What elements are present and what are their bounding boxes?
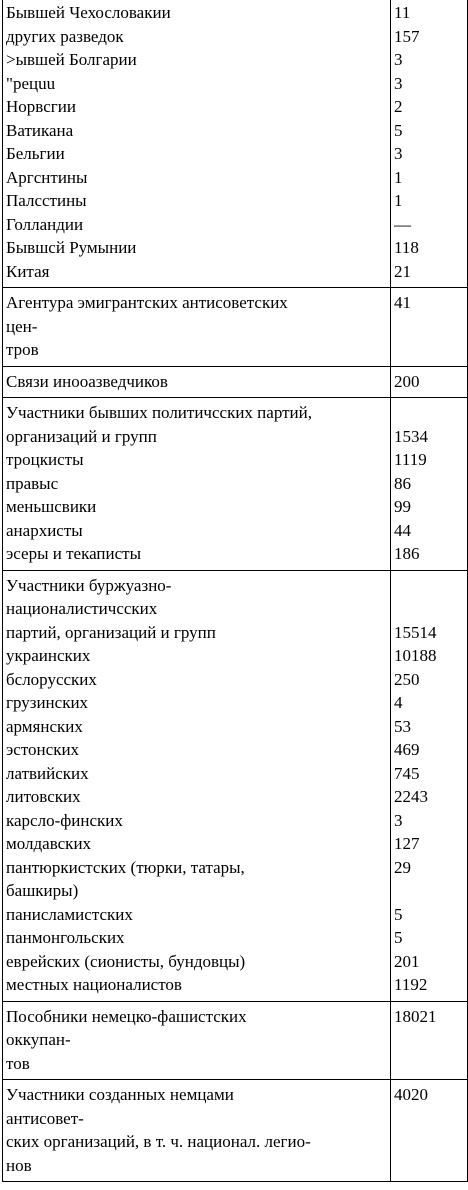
- category-label: бслорусских: [6, 669, 97, 689]
- count-value: 18021: [394, 1006, 437, 1026]
- count-value: 1119: [394, 450, 427, 469]
- count-value: 469: [394, 740, 420, 759]
- category-label: панмонгольских: [6, 928, 125, 947]
- category-label: эстонских: [6, 740, 80, 759]
- category-label: троцкисты: [6, 450, 84, 469]
- count-value: 86: [394, 473, 411, 493]
- count-value: 10188: [394, 646, 437, 665]
- count-value: [394, 338, 464, 362]
- category-label: "рецuu: [6, 73, 56, 93]
- category-label: Аргснтины: [6, 167, 88, 187]
- count-value: 2243: [394, 787, 428, 806]
- category-label: Бельгии: [6, 144, 65, 163]
- count-value: 4020: [394, 1085, 428, 1104]
- category-label: эсеры и текаписты: [6, 544, 142, 563]
- category-label: партий, организаций и групп: [6, 622, 216, 642]
- count-value: 1: [394, 191, 403, 210]
- count-value: [394, 1107, 464, 1131]
- category-label: башкиры): [6, 881, 79, 900]
- category-label: литовских: [6, 787, 81, 806]
- count-value: 5: [394, 904, 403, 924]
- count-value: 29: [394, 857, 411, 877]
- category-cell: [3, 366, 391, 398]
- category-label: местных националистов: [6, 975, 182, 994]
- category-label: еврейских (сионисты, бундовцы): [6, 951, 246, 971]
- category-label: карсло-финских: [6, 810, 123, 830]
- count-value: 250: [394, 669, 420, 689]
- count-value: 15514: [394, 622, 437, 642]
- count-cell: [391, 288, 468, 367]
- category-label: антисовет-: [6, 1108, 84, 1128]
- category-label: других разведок: [6, 26, 124, 46]
- count-value: 44: [394, 520, 411, 540]
- count-value: 5: [394, 120, 403, 140]
- category-label: меньшсвики: [6, 497, 97, 516]
- category-label: Агентура эмигрантских антисоветских: [6, 293, 288, 312]
- count-value: 3: [394, 810, 403, 830]
- count-value: 2: [394, 97, 403, 116]
- category-label: Участники буржуазно-: [6, 575, 172, 595]
- category-label: организаций и групп: [6, 426, 157, 446]
- category-label: пантюркистских (тюрки, татары,: [6, 857, 245, 877]
- count-value: [394, 1154, 464, 1178]
- count-value: 118: [394, 238, 419, 257]
- count-value: 127: [394, 834, 420, 853]
- count-value: 1534: [394, 426, 428, 446]
- count-value: 5: [394, 928, 403, 947]
- category-cell: [3, 398, 391, 571]
- category-label: Норвсгии: [6, 97, 76, 116]
- count-value: 1192: [394, 975, 428, 994]
- count-value: 21: [394, 261, 411, 281]
- count-value: 201: [394, 951, 420, 971]
- category-cell: [3, 1001, 391, 1080]
- count-value: 41: [394, 293, 411, 312]
- category-label: Связи инооазведчиков: [6, 371, 168, 391]
- count-value: 3: [394, 73, 403, 93]
- count-value: [394, 1028, 464, 1052]
- statistics-table: [2, 0, 468, 1182]
- category-label: Участники бывших политичсских партий,: [6, 403, 312, 422]
- category-label: украинских: [6, 646, 91, 665]
- category-label: армянских: [6, 716, 83, 736]
- count-value: 99: [394, 497, 411, 516]
- category-label: Китая: [6, 261, 50, 281]
- category-label: >ывшей Болгарии: [6, 50, 137, 69]
- count-value: 186: [394, 544, 420, 563]
- category-label: националистичсских: [6, 599, 158, 618]
- count-value: [394, 597, 464, 621]
- category-label: Палсстины: [6, 191, 87, 210]
- table-row-group-nationalist: [3, 570, 468, 1001]
- category-label: латвийских: [6, 763, 89, 783]
- count-cell: [391, 0, 468, 288]
- count-value: [394, 574, 464, 598]
- category-label: правыс: [6, 473, 59, 493]
- count-value: 53: [394, 716, 411, 736]
- category-label: Ватикана: [6, 120, 74, 140]
- count-cell: [391, 1001, 468, 1080]
- count-cell: [391, 366, 468, 398]
- table-row-group-anti-soviet-orgs: [3, 1080, 468, 1182]
- category-label: тров: [6, 340, 39, 359]
- category-label: молдавских: [6, 834, 92, 853]
- count-value: 4: [394, 693, 403, 712]
- category-label: анархисты: [6, 520, 83, 540]
- table-row-group-contacts: [3, 366, 468, 398]
- count-value: 157: [394, 26, 420, 46]
- count-value: 3: [394, 144, 403, 163]
- category-label: тов: [6, 1053, 30, 1073]
- count-value: [394, 879, 464, 903]
- category-label: Бывшсй Румынии: [6, 238, 137, 257]
- count-value: —: [394, 214, 411, 234]
- category-label: панисламистских: [6, 904, 133, 924]
- count-value: [394, 315, 464, 339]
- category-label: Участники созданных немцами: [6, 1085, 234, 1104]
- count-value: [394, 1052, 464, 1076]
- category-label: грузинских: [6, 693, 89, 712]
- table-body: [3, 0, 468, 1182]
- table-row-group-intelligence: [3, 0, 468, 288]
- count-value: 11: [394, 3, 411, 22]
- count-value: 3: [394, 50, 403, 69]
- category-label: оккупан-: [6, 1030, 71, 1049]
- table-row-group-parties: [3, 398, 468, 571]
- category-label: Пособники немецко-фашистских: [6, 1006, 247, 1026]
- count-cell: [391, 570, 468, 1001]
- count-value: 1: [394, 167, 403, 187]
- category-label: Бывшей Чехословакии: [6, 3, 171, 22]
- category-label: ских организаций, в т. ч. национал. легио-: [6, 1132, 311, 1151]
- category-cell: [3, 1080, 391, 1182]
- category-label: Голландии: [6, 214, 84, 234]
- category-cell: [3, 0, 391, 288]
- count-cell: [391, 1080, 468, 1182]
- count-value: [394, 401, 464, 425]
- category-cell: [3, 570, 391, 1001]
- table-row-group-emigrant: [3, 288, 468, 367]
- count-value: 200: [394, 371, 420, 391]
- count-cell: [391, 398, 468, 571]
- count-value: [394, 1130, 464, 1154]
- category-label: цен-: [6, 316, 38, 336]
- table-row-group-collaborators: [3, 1001, 468, 1080]
- category-label: нов: [6, 1155, 32, 1175]
- category-cell: [3, 288, 391, 367]
- count-value: 745: [394, 763, 420, 783]
